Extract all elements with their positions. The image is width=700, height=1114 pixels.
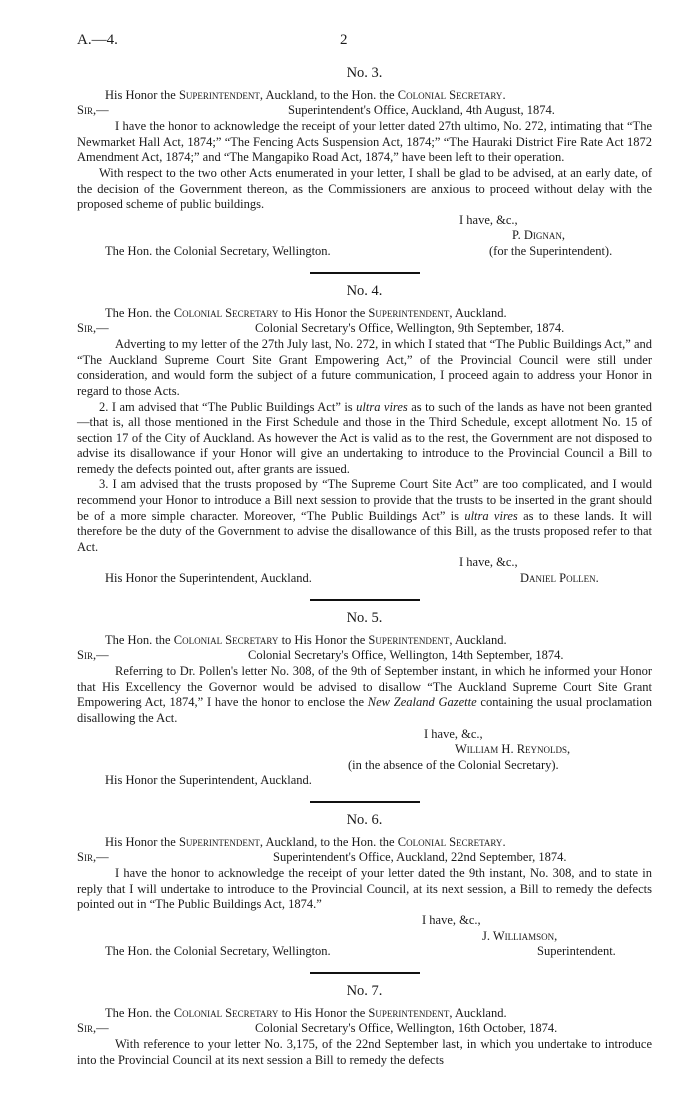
series-number: A.—4. xyxy=(77,32,118,48)
paragraph: I have the honor to acknowledge the receipt of your letter dated the 9th instant, No. 308, and to state in reply that I will undertake to introduce to the Provincial Council, at its next session, a Bill to remedy the defects pointed out in “The Public Buildings Act, 1874.” xyxy=(77,866,652,912)
paragraph: 3. I am advised that the trusts proposed by “The Supreme Court Site Act” are too complicated, and I would recommend your Honor to introduce a Bill next session to provide that the trusts to be inserted in the grant should be of a more simple character. Moreover, “The Public Buildings Act” is ultra vires as to these lands. It will therefore be the duty of the Government to advise the disallowance of this Bill, as the trusts proposed refer to that Act. xyxy=(77,477,652,554)
page-number: 2 xyxy=(340,32,348,48)
letters-body xyxy=(77,66,652,1069)
sender-address: Colonial Secretary's Office, Wellington, 16th October, 1874. xyxy=(255,1021,558,1036)
sender-address: Superintendent's Office, Auckland, 4th August, 1874. xyxy=(288,103,555,118)
paragraph: Referring to Dr. Pollen's letter No. 308, of the 9th of September instant, in which he informed your Honor that His Excellency the Governor would be advised to disallow “The Auckland Supreme Court Site Grant Empowering Act, 1874,” I have the honor to enclose the New Zealand Gazette containing the usual proclamation disallowing the Act. xyxy=(77,664,652,725)
letter-heading: The Hon. the Colonial Secretary to His Honor the Superintendent, Auckland. xyxy=(105,632,507,647)
signer: William H. Reynolds, xyxy=(455,742,571,757)
letter-heading: His Honor the Superintendent, Auckland, to the Hon. the Colonial Secretary. xyxy=(105,834,506,849)
sender-address: Colonial Secretary's Office, Wellington, 14th September, 1874. xyxy=(248,648,564,663)
letter-number: No. 6. xyxy=(346,811,383,828)
paragraph: Adverting to my letter of the 27th July last, No. 272, in which I stated that “The Public Buildings Act,” and “The Auckland Supreme Court Site Grant Empowering Act,” of the Provincial Council were still under consideration, and would form the subject of a future communication, I proceed again to address your Honor in regard to those Acts. xyxy=(77,337,652,398)
sender-address: Colonial Secretary's Office, Wellington, 9th September, 1874. xyxy=(255,321,565,336)
letter-no-6 xyxy=(77,813,652,960)
salutation: Sir,— xyxy=(77,321,109,336)
letter-heading: The Hon. the Colonial Secretary to His Honor the Superintendent, Auckland. xyxy=(105,305,507,320)
letter-no-7 xyxy=(77,984,652,1068)
letter-number: No. 7. xyxy=(346,983,383,1000)
closing: I have, &c., xyxy=(424,726,483,741)
section-divider xyxy=(310,801,420,803)
signer-note: (in the absence of the Colonial Secretary). xyxy=(348,757,559,772)
signer: J. Williamson, xyxy=(482,928,558,943)
salutation: Sir,— xyxy=(77,103,109,118)
addressee: The Hon. the Colonial Secretary, Wellington. xyxy=(105,944,331,959)
salutation: Sir,— xyxy=(77,648,109,663)
letter-no-3 xyxy=(77,66,652,260)
section-divider xyxy=(310,599,420,601)
addressee: His Honor the Superintendent, Auckland. xyxy=(105,571,312,586)
addressee: The Hon. the Colonial Secretary, Wellington. xyxy=(105,243,331,258)
section-divider xyxy=(310,972,420,974)
signer: Daniel Pollen. xyxy=(520,571,599,586)
salutation: Sir,— xyxy=(77,850,109,865)
letter-number: No. 5. xyxy=(346,610,383,627)
paragraph: I have the honor to acknowledge the receipt of your letter dated 27th ultimo, No. 272, intimating that “The Newmarket Hall Act, 1874;” “The Fencing Acts Suspension Act, 1874;” “The Hauraki District Fire Rate Act 1872 Amendment Act, 1874;” and “The Mangapiko Road Act, 1874,” have been left to their operation. xyxy=(77,119,652,165)
sender-address: Superintendent's Office, Auckland, 22nd September, 1874. xyxy=(273,850,567,865)
letter-heading: His Honor the Superintendent, Auckland, to the Hon. the Colonial Secretary. xyxy=(105,87,506,102)
letter-heading: The Hon. the Colonial Secretary to His Honor the Superintendent, Auckland. xyxy=(105,1005,507,1020)
closing: I have, &c., xyxy=(459,212,518,227)
paragraph: 2. I am advised that “The Public Buildings Act” is ultra vires as to such of the lands as have not been granted—that is, all those mentioned in the First Schedule and those in the Third Schedule, except allotment No. 15 of section 17 of the City of Auckland. As however the Act is valid as to the rest, the Government are not disposed to advise its disallowance if your Honor will give an undertaking to introduce to the Provincial Council a Bill to remedy the defects pointed out, after grants are issued. xyxy=(77,399,652,476)
paragraph: With reference to your letter No. 3,175, of the 22nd September last, in which you undertake to introduce into the Provincial Council at its next session a Bill to remedy the defects xyxy=(77,1037,652,1067)
paragraph: With respect to the two other Acts enumerated in your letter, I shall be glad to be advised, at an early date, of the decision of the Government thereon, as the Commissioners are anxious to proceed without delay with the proposed scheme of public buildings. xyxy=(77,165,652,212)
letter-no-5 xyxy=(77,611,652,789)
signer: P. Dignan, xyxy=(512,228,565,243)
signer-note: (for the Superintendent). xyxy=(489,243,613,258)
letter-number: No. 4. xyxy=(346,282,383,299)
salutation: Sir,— xyxy=(77,1021,109,1036)
closing: I have, &c., xyxy=(422,912,481,927)
letter-no-4 xyxy=(77,284,652,587)
signer-title: Superintendent. xyxy=(537,944,616,959)
letter-number: No. 3. xyxy=(346,65,383,81)
section-divider xyxy=(310,272,420,274)
addressee: His Honor the Superintendent, Auckland. xyxy=(105,773,312,788)
closing: I have, &c., xyxy=(459,555,518,570)
